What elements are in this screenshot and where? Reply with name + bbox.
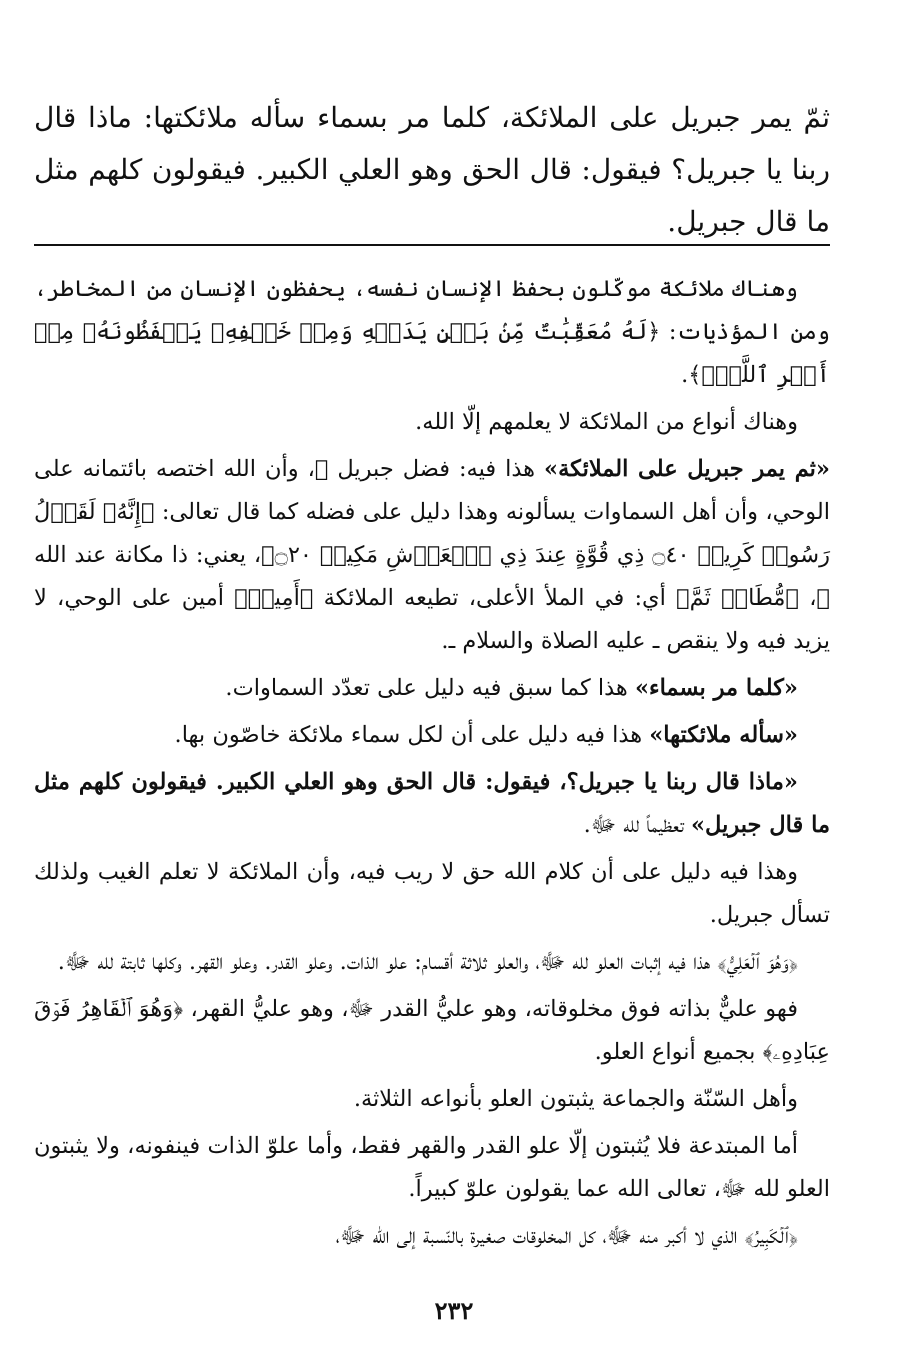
- paragraph-text: أما المبتدعة فلا يُثبتون إلّا علو القدر والقهر فقط، وأما علوّ الذات فينفونه، ولا يثبتون العلو لله ﷻ، تعالى الله عما يقولون علوّ كبيراً.: [34, 1133, 830, 1202]
- commentary-paragraph: [34, 761, 830, 847]
- quoted-phrase: «ماذا قال ربنا يا جبريل؟، فيقول: قال الحق وهو العلي الكبير. فيقولون كلهم مثل ما قال جبريل»: [34, 769, 830, 838]
- paragraph-text: هذا كما سبق فيه دليل على تعدّد السماوات.: [225, 675, 635, 701]
- paragraph-text: وهذا فيه دليل على أن كلام الله حق لا ريب فيه، وأن الملائكة لا تعلم الغيب ولذلك تسأل جبريل.: [34, 859, 830, 928]
- commentary-paragraph: [34, 401, 830, 444]
- commentary-paragraph: [34, 268, 830, 397]
- paragraph-text: ﴿وَهُوَ ٱلۡعَلِيُّ﴾ هذا فيه إثبات العلو لله ﷻ، والعلو ثلاثة أقسام: علو الذات. وعلو القدر. وعلو القهر. وكلها ثابتة لله ﷻ.: [57, 949, 798, 975]
- commentary-section: [34, 268, 830, 1262]
- commentary-paragraph: [34, 1125, 830, 1211]
- paragraph-text: هذا فيه: فضل جبريل ﷺ، وأن الله اختصه بائتمانه على الوحي، وأن أهل السماوات يسألونه وهذا دليل على فضله كما قال تعالى: ﴿إِنَّهُۥ لَقَوۡلُ رَسُولٖ كَرِيمٖ ۝٤٠ ذِي قُوَّةٍ عِندَ ذِي ٱلۡعَرۡشِ مَكِينٖ ۝٢٠﴾، يعني: ذا مكانة عند الله ﷻ، ﴿مُّطَاعٖ ثَمَّ﴾ أي: في الملأ الأعلى، تطيعه الملائكة ﴿أَمِينٖ﴾ أمين على الوحي، لا يزيد فيه ولا ينقص ـ عليه الصلاة والسلام ـ.: [34, 456, 831, 654]
- paragraph-text: وهناك ملائكة موكّلون بحفظ الإنسان نفسه، يحفظون الإنسان من المخاطر، ومن المؤذيات: ﴿لَهُ مُعَقِّبَٰتٌ مِّنۢ بَيۡنِ يَدَيۡهِ وَمِنۡ خَلۡفِهِۦ يَحۡفَظُونَهُۥ مِنۡ أَمۡرِ ٱللَّهِۗ﴾.: [34, 276, 830, 388]
- paragraph-text: وهناك أنواع من الملائكة لا يعلمهم إلّا الله.: [415, 409, 798, 435]
- hadith-text: ثمّ يمر جبريل على الملائكة، كلما مر بسماء سأله ملائكتها: ماذا قال ربنا يا جبريل؟ فيقول: قال الحق وهو العلي الكبير. فيقولون كلهم مثل ما قال جبريل.: [34, 101, 830, 238]
- commentary-paragraph: [34, 1078, 830, 1121]
- quoted-phrase: «سأله ملائكتها»: [649, 722, 798, 748]
- quoted-phrase: «ثم يمر جبريل على الملائكة»: [544, 456, 830, 482]
- commentary-paragraph: [34, 851, 830, 937]
- paragraph-text: وأهل السّنّة والجماعة يثبتون العلو بأنواعه الثلاثة.: [353, 1086, 798, 1112]
- quoted-phrase: «كلما مر بسماء»: [634, 675, 798, 701]
- paragraph-text: تعظيماً لله ﷻ.: [583, 812, 691, 838]
- commentary-paragraph: [34, 448, 830, 663]
- section-divider: [34, 244, 830, 246]
- commentary-paragraph: [34, 941, 830, 984]
- commentary-paragraph: [34, 714, 830, 757]
- paragraph-text: هذا فيه دليل على أن لكل سماء ملائكة خاصّون بها.: [174, 722, 650, 748]
- commentary-paragraph: [34, 1215, 830, 1258]
- commentary-paragraph: [34, 667, 830, 710]
- page-number: ٢٣٢: [434, 1296, 474, 1325]
- hadith-text-block: [34, 92, 830, 248]
- paragraph-text: فهو عليٌّ بذاته فوق مخلوقاته، وهو عليُّ القدر ﷻ، وهو عليُّ القهر، ﴿وَهُوَ ٱلۡقَاهِرُ فَوۡقَ عِبَادِهِۦ﴾ بجميع أنواع العلو.: [34, 996, 830, 1065]
- paragraph-text: ﴿ٱلۡكَبِيرُ﴾ الذي لا أكبر منه ﷻ، كل المخلوقات صغيرة بالنّسبة إلى الله ﷻ،: [335, 1223, 798, 1249]
- commentary-paragraph: [34, 988, 830, 1074]
